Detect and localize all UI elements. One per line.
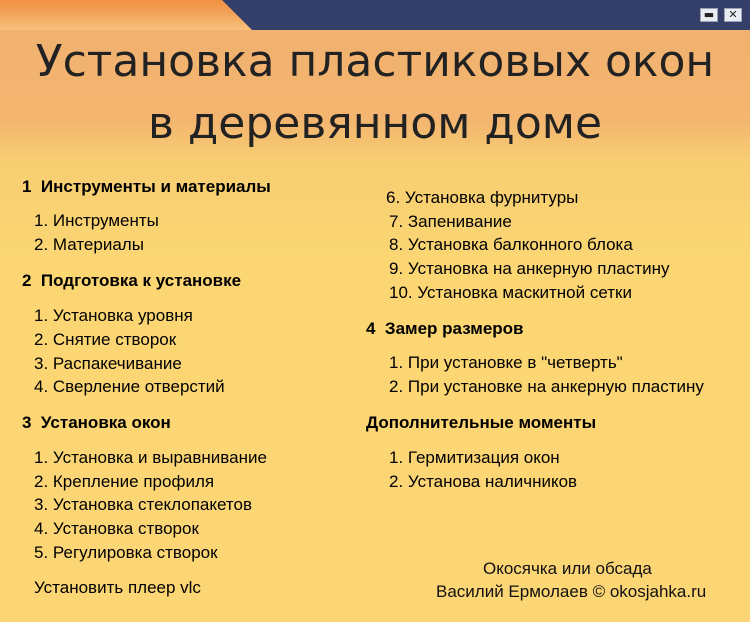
section-heading-measure <box>366 319 524 339</box>
minimize-button[interactable]: ▬ <box>700 8 718 22</box>
menu-item-unpacking[interactable]: 3. Распакечивание <box>34 354 182 373</box>
menu-item-drilling[interactable]: 4. Сверление отверстий <box>34 377 225 396</box>
section-heading-extra: Дополнительные моменты <box>366 413 597 432</box>
menu-item-mosquito-net[interactable]: 10. Установка маскитной сетки <box>389 283 632 302</box>
footer-subtitle: Окосячка или обсада <box>483 559 652 578</box>
section-number: 3 <box>22 413 32 432</box>
section-title: Установка окон <box>40 413 171 432</box>
menu-item-trim[interactable]: 2. Установа наличников <box>389 472 578 491</box>
menu-item-quarter[interactable]: 1. При установке в "четверть" <box>389 353 623 372</box>
menu-item-level[interactable]: 1. Установка уровня <box>34 306 193 325</box>
menu-item-balcony[interactable]: 8. Установка балконного блока <box>389 235 633 254</box>
section-title: Подготовка к установке <box>40 271 242 290</box>
page-title-line1: Установка пластиковых окон <box>35 36 715 87</box>
menu-item-profile[interactable]: 2. Крепление профиля <box>34 472 215 491</box>
section-heading-preparation <box>22 271 241 291</box>
menu-item-sashes[interactable]: 4. Установка створок <box>34 519 199 538</box>
menu-item-align[interactable]: 1. Установка и выравнивание <box>34 448 267 467</box>
section-heading-installation <box>22 413 171 433</box>
menu-item-anchor-plate[interactable]: 9. Установка на анкерную пластину <box>389 259 670 278</box>
menu-item-glass[interactable]: 3. Установка стеклопакетов <box>34 495 252 514</box>
footer-credit: Василий Ермолаев © okosjahka.ru <box>436 582 707 601</box>
menu-item-materials[interactable]: 2. Материалы <box>34 235 144 254</box>
section-number: 2 <box>22 271 32 290</box>
section-number: 1 <box>22 177 32 196</box>
section-heading-tools <box>22 177 271 197</box>
close-button[interactable]: ✕ <box>724 8 742 22</box>
menu-item-foaming[interactable]: 7. Запенивание <box>389 212 512 231</box>
menu-item-adjust[interactable]: 5. Регулировка створок <box>34 543 218 562</box>
title-bar-dark-band <box>222 0 750 30</box>
menu-item-anchor-measure[interactable]: 2. При установке на анкерную пластину <box>389 377 704 396</box>
section-number: 4 <box>366 319 376 338</box>
menu-item-fittings[interactable]: 6. Установка фурнитуры <box>386 188 579 207</box>
install-vlc-link[interactable]: Установить плеер vlc <box>34 578 201 597</box>
menu-item-remove-sashes[interactable]: 2. Снятие створок <box>34 330 177 349</box>
menu-item-sealing[interactable]: 1. Гермитизация окон <box>389 448 560 467</box>
page-title-line2: в деревянном доме <box>147 98 603 149</box>
section-title: Замер размеров <box>384 319 524 338</box>
section-title: Инструменты и материалы <box>40 177 271 196</box>
menu-item-tools[interactable]: 1. Инструменты <box>34 211 159 230</box>
